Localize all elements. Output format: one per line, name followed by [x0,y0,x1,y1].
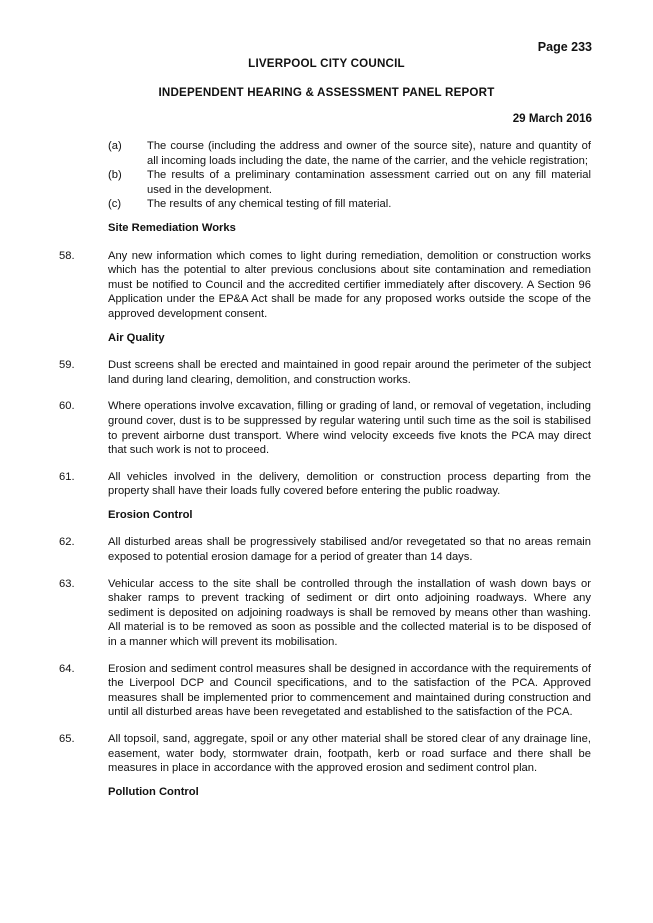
condition-text: Where operations involve excavation, filling or grading of land, or removal of vegetation, including ground cover, dust is to be suppressed by regular watering until such time as the soil is stabilised to prevent airborne dust transport. Where wind velocity exceeds five knots the PCA may direct that such work is not to proceed. [108,400,591,457]
sub-list-text: The results of any chemical testing of fill material. [147,198,392,211]
condition-text: All vehicles involved in the delivery, demolition or construction process departing from the property shall have their loads fully covered before entering the public roadway. [108,470,591,498]
sub-list-item [59,139,591,168]
condition-text: All disturbed areas shall be progressively stabilised and/or revegetated so that no areas remain exposed to potential erosion damage for a period of greater than 14 days. [108,536,591,564]
condition-number: 58. [59,249,75,262]
condition-item [59,470,591,499]
condition-item [59,732,591,776]
condition-number: 64. [59,662,75,675]
sub-list-marker: (b) [108,169,122,182]
report-title: INDEPENDENT HEARING & ASSESSMENT PANEL REPORT [158,86,495,99]
condition-item [59,399,591,457]
document-body [59,139,591,799]
sub-list-marker: (a) [108,140,122,152]
sub-list-item [59,168,591,197]
condition-item [59,358,591,387]
condition-number: 65. [59,733,75,745]
condition-item [59,249,591,322]
condition-text: Dust screens shall be erected and maintained in good repair around the perimeter of the subject land during land clearing, demolition, and construction works. [108,359,591,386]
condition-item [59,662,591,720]
condition-text: All topsoil, sand, aggregate, spoil or any other material shall be stored clear of any drainage line, easement, water body, stormwater drain, footpath, kerb or road surface and there shall be measures in place in accordance with the approved erosion and sediment control plan. [108,733,591,775]
section-heading: Pollution Control [108,785,199,798]
report-date: 29 March 2016 [512,112,592,125]
condition-number: 62. [59,536,75,549]
condition-text: Vehicular access to the site shall be controlled through the installation of wash down bays or shaker ramps to prevent tracking of sediment or dirt onto adjoining roadways. Where any sediment is deposited on adjoining roadways is shall be removed by means other than washing. All material is to be removed as soon as possible and the collected material is to be disposed of in a manner which will prevent its mobilisation. [108,577,591,649]
condition-number: 61. [59,470,75,483]
condition-number: 63. [59,577,75,590]
sub-list-text: The results of a preliminary contamination assessment carried out on any fill material used in the development. [147,169,591,196]
sub-list-marker: (c) [108,198,122,211]
sub-list-text: The course (including the address and owner of the source site), nature and quantity of all incoming loads including the date, the name of the carrier, and the vehicle registration; [147,140,591,167]
condition-text: Erosion and sediment control measures shall be designed in accordance with the requirements of the Liverpool DCP and Council specifications, and to the satisfaction of the PCA. Approved measures shall be implemented prior to commencement and maintained during construction and until all disturbed areas have been revegetated and established to the satisfaction of the PCA. [108,662,591,719]
condition-number: 60. [59,400,75,413]
condition-text: Any new information which comes to light during remediation, demolition or construction works which has the potential to alter previous conclusions about site contamination and remediation must be notified to Council and the accredited certifier immediately after discovery. A Section 96 Application under the EP&A Act shall be made for any proposed works outside the scope of the approved development consent. [108,249,591,320]
council-name: LIVERPOOL CITY COUNCIL [248,57,405,70]
section-heading: Air Quality [108,331,165,344]
section-heading: Erosion Control [108,508,193,521]
page-number: Page 233 [537,40,592,54]
sub-list-item [59,197,591,212]
condition-item [59,535,591,564]
section-heading: Site Remediation Works [108,221,236,234]
condition-number: 59. [59,359,75,372]
condition-item [59,577,591,650]
